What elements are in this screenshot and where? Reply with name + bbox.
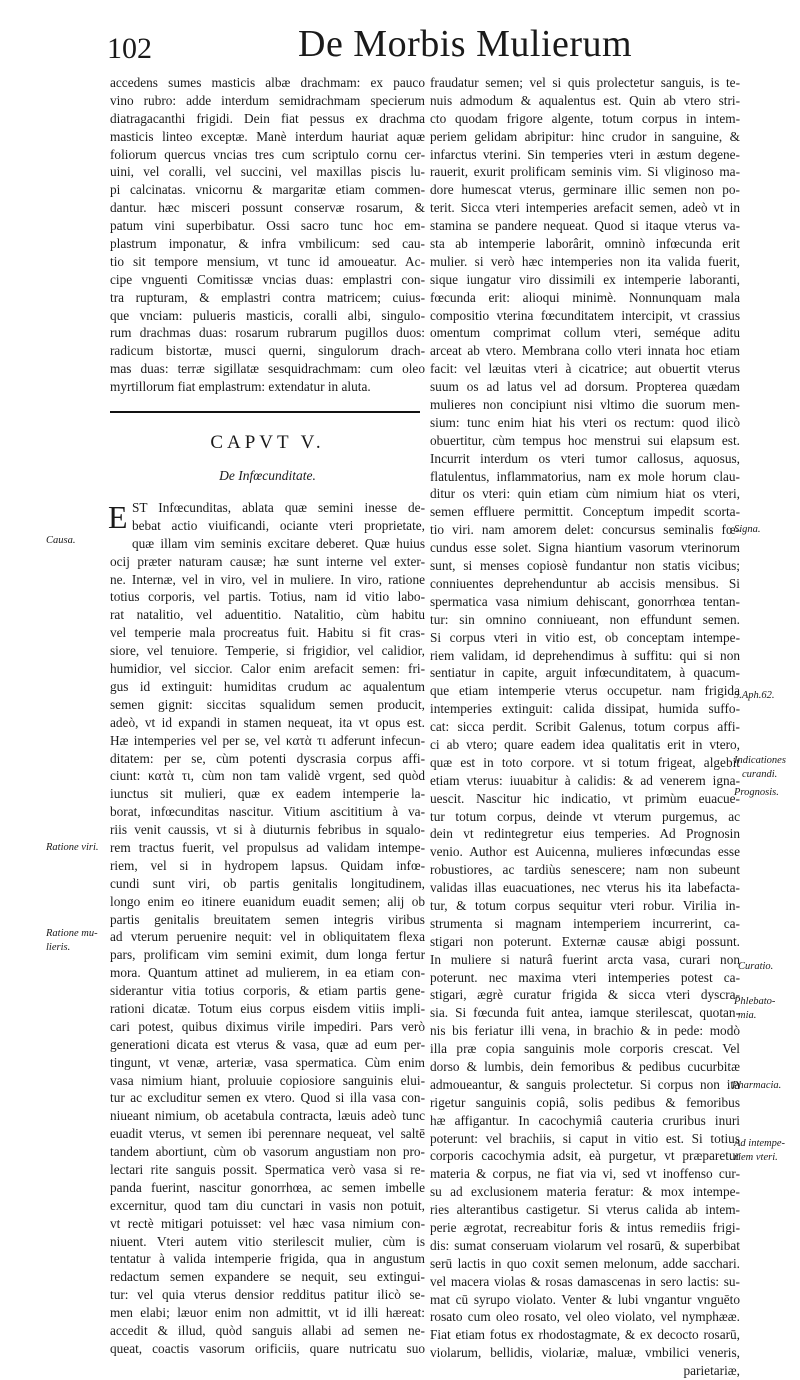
text-line: violarum, bellidis, violariæ, maluæ, vmbilici veneris, — [430, 1345, 740, 1361]
text-line: mulieres non concipiunt nisi vltimo die suorum men- — [430, 397, 740, 413]
text-line: uini, vel coralli, vel succini, vel maxillas piscis lu- — [110, 164, 425, 180]
text-line: spermatica vasa nimium dehiscant, gonorrhœa tentan- — [430, 593, 740, 609]
text-line: ne. Internæ, vel in viro, vel in muliere. In viro, ratione — [110, 571, 425, 587]
text-line: tandem abortiunt, cùm ob vasorum angustiam non pro- — [110, 1144, 425, 1160]
text-line: cari potest, quibus diximus virile impediri. Pars verò — [110, 1018, 425, 1034]
text-line: cipe vnguenti Comitissæ vncias duas: emplastri con- — [110, 271, 425, 287]
text-line: queat, coactis vasorum orificiis, quare nutricatu suo — [110, 1340, 425, 1356]
text-line: niueant nimium, ob acetabula contracta, læuis adeò tunc — [110, 1108, 425, 1124]
text-line: adeò, vt id expandi in stamen nequeat, ita vt opus est. — [110, 714, 425, 730]
text-line: vel macera violas & rosas damascenas in sero lactis: su- — [430, 1273, 740, 1289]
text-line: quæ illam vim seminis excitare deberet. Quæ huius — [132, 535, 425, 551]
text-line: facit: vel læuitas vteri à cicatrice; aut obuertit vterus — [430, 361, 740, 377]
text-line: men elabi; læuor enim non admittit, vt id illi hæreat: — [110, 1305, 425, 1321]
text-line: radicum bistortæ, musci querni, singulorum drach- — [110, 343, 425, 359]
margin-note-prognosis: Prognosis. — [734, 787, 779, 798]
text-line: quæ est in toto corpore. vt si totum frigeat, algebit — [430, 754, 740, 770]
margin-note-phlebotomia: Phlebato- — [734, 996, 776, 1007]
text-line: sium: tunc enim hiat his vteri os rectum: quod ilicò — [430, 414, 740, 430]
text-line: mas duas: terræ sigillatæ sesquidrachmam: cum oleo — [110, 361, 425, 377]
text-line: periem gelidam abripitur: hinc crudor in sanguine, & — [430, 128, 740, 144]
text-line: terit. Sicca vteri intemperies arefacit semen, adeò vt in — [430, 200, 740, 216]
text-line: admoueantur, & sanguis prolectetur. Si corpus non ita — [430, 1076, 740, 1092]
text-line: serū lactis in quo coxit semen melonum, adde sacchari. — [430, 1255, 740, 1271]
text-line: poterunt: vel brachiis, si caput in vitio est. Si totius — [430, 1130, 740, 1146]
text-line: conniuentes deprehenduntur ab accisis mensibus. Si — [430, 575, 740, 591]
text-line: rigetur sanguinis copiâ, solis pedibus & femoribus — [430, 1094, 740, 1110]
text-line: semen effluere permittit. Conceptum impedit scorta- — [430, 504, 740, 520]
text-line: dorso & lumbis, dein femoribus & pedibus cucurbitæ — [430, 1058, 740, 1074]
text-line: cundus esse solet. Signa hiantium vasorum vterinorum — [430, 540, 740, 556]
text-line: Hæ intemperies vel per se, vel κατὰ τι adferunt infecun- — [110, 732, 425, 748]
text-line: ries alterantibus castigetur. Si vterus calida ab intem- — [430, 1202, 740, 1218]
margin-note-aphor: 5.Aph.62. — [734, 690, 775, 701]
text-line: dis: sumat conseruam violarum vel rosarū, & superbibat — [430, 1237, 740, 1253]
text-line: tio sit tempore mensium, vt tunc id amoueatur. Ac- — [110, 253, 425, 269]
text-line: tra rupturam, & emplastri contra matricem; cuius- — [110, 289, 425, 305]
text-line: uescit. Nascitur hic indicatio, vt primùm euacue- — [430, 790, 740, 806]
text-line: poterunt. nec maxima vteri intemperies potest ca- — [430, 969, 740, 985]
text-line: partis genitalis breuitatem semen integris viribus — [110, 911, 425, 927]
text-line: rationi dicatæ. Totum eius corpus eisdem vitiis impli- — [110, 1000, 425, 1016]
text-line: generationi dicata est vterus & vasa, quæ ad eum per- — [110, 1036, 425, 1052]
text-line: Fiat etiam fotus ex rhodostagmate, & ex decocto rosarū, — [430, 1327, 740, 1343]
drop-cap: E — [108, 499, 128, 536]
text-line: riis venit caussis, vt si à diuturnis febribus in squalo- — [110, 822, 425, 838]
text-line: diatragacanthi frigidi. Dein fiat pessus ex drachma — [110, 110, 425, 126]
text-line: vino rubro: adde interdum semidrachmam specierum — [110, 92, 425, 108]
margin-note-signa: Signa. — [734, 524, 761, 535]
text-line: riem validam, id deprehendimus à suffitu: qui si non — [430, 647, 740, 663]
text-line: cundi sunt viri, ob partis genitalis longitudinem, — [110, 875, 425, 891]
text-line: rauerit, exurit prolificam seminis vim. Si vliginoso ma- — [430, 164, 740, 180]
text-line: excernitur, quod tam diu cunctari in vasis non potuit, — [110, 1197, 425, 1213]
text-line: suum os ad latus vel ad dorsum. Propterea quædam — [430, 379, 740, 395]
text-line: pi calcinatas. vnicornu & margaritæ etiam commen- — [110, 182, 425, 198]
text-line: flatulentus, inflammatorius, nam ex mole horum clau- — [430, 468, 740, 484]
text-line: rat natalitio, vel aduentitio. Natalitio, cùm habitu — [110, 607, 425, 623]
text-line: stamina se pandere nequeat. Quod si itaque vterus va- — [430, 218, 740, 234]
margin-note-causa: Causa. — [46, 535, 76, 546]
recipe-paragraph — [110, 74, 425, 396]
text-line: obuertitur, cùm tempus hoc menstrui sui elapsum est. — [430, 432, 740, 448]
text-line: ciunt: κατὰ τι, cùm non tam validè vrgent, sed quòd — [110, 768, 425, 784]
text-line: ad vterum peruenire nequit: vel in obliquitatem flexa — [110, 929, 425, 945]
text-line: vel temperie mala procreatus fuit. Habitu si fit cras- — [110, 625, 425, 641]
text-line: perie ægrotat, recreabitur foris & intus remediis frigi- — [430, 1220, 740, 1235]
text-line: dantur. hæc misceri possunt conservæ rosarum, & — [110, 200, 425, 216]
text-line: cto quodam frigore algente, totum corpus in intem- — [430, 110, 740, 126]
text-line: rum drachmas duas: rosarum rubrarum pugillos duos: — [110, 325, 425, 341]
text-line: gus id extinguit: humiditas crudum ac aqualentum — [110, 678, 425, 694]
text-line: parietariæ, — [683, 1363, 740, 1379]
text-line: mora. Quantum attinet ad mulierem, in ea etiam con- — [110, 965, 425, 981]
text-line: patum vini superbibatur. Ossi sacro tunc hoc em- — [110, 218, 425, 234]
section-divider — [110, 402, 420, 413]
text-line: validas illas euacuationes, nec vterus his ita labefacta- — [430, 880, 740, 896]
text-line: robustiores, ac tardiùs senescere; nam non subeunt — [430, 862, 740, 878]
text-line: Incurrit interdum os vteri tumor callosus, aquosus, — [430, 450, 740, 466]
text-line: ditatem: per se, cùm potenti dyscrasia corpus affi- — [110, 750, 425, 766]
text-line: foliorum quercus vncias tres cum scriptulo cornu cer- — [110, 146, 425, 162]
margin-note-pharmacia: Pharmacia. — [732, 1080, 782, 1091]
text-line: bebat actio viuificandi, ociante vteri proprietate, — [132, 517, 425, 533]
margin-note-ad-intemperiem-2: riem vteri. — [734, 1152, 778, 1163]
text-line: fraudatur semen; vel si quis prolectetur sanguis, is te- — [430, 75, 740, 90]
text-line: longo enim eo itinere euanidum euadit semen; alij ob — [110, 893, 425, 909]
text-line: venio. Author est Auicenna, mulieres infœcundas esse — [430, 844, 740, 860]
text-line: rosato cum oleo rosato, vel oleo violato, vel nymphææ. — [430, 1309, 740, 1325]
text-line: tur: vel quia vterus densior redditus patitur ilicò se- — [110, 1287, 425, 1303]
text-line: tur: sin omnino conniueant, non effundunt semen. — [430, 611, 740, 627]
text-line: tio viri. nam amorem delet: concursus seminalis fœ- — [430, 522, 740, 538]
text-line: borat, infœcunditas nascitur. Vitium ascititium à va- — [110, 804, 425, 820]
text-line: intemperies extinguit: calida dissipat, humida suffo- — [430, 701, 740, 717]
text-line: In muliere si naturâ fuerint arcta vasa, curari non — [430, 951, 740, 967]
text-line: ci ab vtero; quare eadem idea qualitatis erit in vtero, — [430, 736, 740, 752]
page-header — [0, 22, 800, 70]
text-line: iunctus sit mulieri, quæ ex eadem intemperie la- — [110, 786, 425, 802]
text-line: nis bis feriatur illi vena, in brachio & in pede: modò — [430, 1023, 740, 1039]
text-line: materia & corpus, ne fiat via vi, sed vt inoffenso cur- — [430, 1166, 740, 1182]
margin-note-ratione-mulieris-2: lieris. — [46, 942, 71, 953]
text-line: accedens sumes masticis albæ drachmam: ex pauco — [110, 75, 425, 90]
text-line: siore, vel tenuiore. Temperie, si frigidior, vel calidior, — [110, 643, 425, 659]
text-line: humidior, vel siccior. Calor enim arefacit semen: fri- — [110, 661, 425, 677]
text-line: dore humescat vterus, germinare illic semen non po- — [430, 182, 740, 198]
text-line: vasa nimium hiant, proluuie copiosiore sanguinis elui- — [110, 1072, 425, 1088]
text-line: hæ affigantur. In cacochymiâ cauteria cruribus inuri — [430, 1112, 740, 1128]
text-line: infarctus vterini. Sin temperies vteri in æstum degene- — [430, 146, 740, 162]
text-line: lectari rite sanguis possit. Spermatica verò vasa si re- — [110, 1161, 425, 1177]
text-line: que vnciam: pulueris masticis, coralli albi, singulo- — [110, 307, 425, 323]
text-line: pars, prolificam vim semini eximit, dum longa fertur — [110, 947, 425, 963]
text-line: accedit & illud, quòd sanguis allabi ad semen ne- — [110, 1323, 425, 1338]
chapter-opening — [110, 499, 425, 553]
text-line: fœcunda erit: alioqui minimè. Nonnunquam mala — [430, 289, 740, 305]
text-line: mat cū syrupo violato. Venter & lubi vngantur vnguēto — [430, 1291, 740, 1307]
margin-note-ad-intemperiem: Ad intempe- — [734, 1138, 786, 1149]
margin-note-indicationes-2: curandi. — [742, 769, 778, 780]
text-line: rem tractus fuerit, vel propulsus ad validam intempe- — [110, 839, 425, 855]
text-line: stigari non poterunt. Externæ causæ abigi possunt. — [430, 933, 740, 949]
text-line: cat: sicca perdit. Scribit Galenus, totum corpus affi- — [430, 719, 740, 735]
text-line: tingunt, vt venæ, arteriæ, vasa spermatica. Cùm enim — [110, 1054, 425, 1070]
text-line: mulier. si verò hæc intemperies non ita valida fuerit, — [430, 253, 740, 269]
text-line: riem, vel si in hydropem lapsus. Quidam infœ- — [110, 857, 425, 873]
text-line: compositio vterina fœcunditatem intercipit, vt crassius — [430, 307, 740, 323]
text-line: corporis cacochymia adsit, eà purgetur, vt præparetur — [430, 1148, 740, 1164]
right-column — [430, 74, 740, 1380]
text-line: sentiatur in capite, arguit infœcunditatem, à quacum- — [430, 665, 740, 681]
text-line: que etiam intemperie vterus occupetur. nam frigida — [430, 683, 740, 699]
text-line: tur ac excluditur semen ex vtero. Quod si illa vasa con- — [110, 1090, 425, 1106]
running-title: De Morbis Mulierum — [298, 23, 633, 65]
text-line: semen gignit: siccitas squalidum semen producit, — [110, 696, 425, 712]
text-line: nuis admodum & aqualentus est. Quin ab vtero stri- — [430, 92, 740, 108]
chapter-subtitle: De Infœcunditate. — [219, 468, 316, 484]
page-number: 102 — [107, 32, 152, 65]
text-line: panda fuerint, nascitur gonorrhœa, ac semen imbelle — [110, 1179, 425, 1195]
left-column — [110, 74, 425, 1358]
text-line: masticis linteo exceptæ. Manè interdum hauriat aquæ — [110, 128, 425, 144]
chapter-body — [110, 553, 425, 1358]
margin-note-indicationes: Indicationes — [734, 755, 786, 766]
text-line: niuent. Vteri autem vitio sterilescit mulier, cùm is — [110, 1233, 425, 1249]
text-line: dein vt redintegretur eius temperies. Ad Prognosin — [430, 826, 740, 842]
text-line: arceat ab vtero. Membrana collo vteri innata hoc etiam — [430, 343, 740, 359]
text-line: sique iungatur viro dissimili ex intemperie laboranti, — [430, 271, 740, 287]
text-line: ST Infœcunditas, ablata quæ semini inesse de- — [132, 500, 425, 516]
text-line: ditur os vteri: quin etiam cùm nimium hiat os vteri, — [430, 486, 740, 502]
text-line: etiam vterus: iuuabitur à calidis: & ad venerem igna- — [430, 772, 740, 788]
chapter-title: CAPVT V. — [210, 432, 325, 454]
text-line: plastrum imponatur, & infra vmbilicum: sed cau- — [110, 236, 425, 252]
text-line: vt rectè mitigari potuisset: vel hæc vasa nimium con- — [110, 1215, 425, 1231]
text-line: tentatur à valida intemperie frigida, qua in angustum — [110, 1251, 425, 1267]
text-line: strumenta si magnam intemperiem incurrerint, ca- — [430, 915, 740, 931]
margin-note-phlebotomia-2: mia. — [738, 1010, 757, 1021]
text-line: ocij præter naturam causæ; hæ sunt interne vel exter- — [110, 553, 425, 569]
text-line: tur totum corpus, deinde vt vterum purgemus, ac — [430, 808, 740, 824]
text-line: illa præ copia sanguinis mole corporis crescat. Vel — [430, 1041, 740, 1057]
text-line: su ad exclusionem materia feratur: & mox intempe- — [430, 1184, 740, 1200]
text-line: myrtillorum fiat emplastrum: extendatur in aluta. — [110, 379, 371, 395]
text-line: tur, & totum corpus sequitur vteri robur. Virilia in- — [430, 897, 740, 913]
text-line: sta ab intemperie laborârit, omninò infœcunda erit — [430, 236, 740, 252]
margin-note-ratione-viri: Ratione viri. — [46, 842, 99, 853]
text-line: sunt, si menses copiosè fundantur non statis vicibus; — [430, 558, 740, 574]
text-line: siderantur vitia totius corporis, & etiam partis gene- — [110, 983, 425, 999]
margin-note-ratione-mulieris: Ratione mu- — [46, 928, 98, 939]
text-line: euadit vterus, vt semen ibi perennare nequeat, vel saltē — [110, 1126, 425, 1142]
text-line: Si corpus vteri in vitio est, ob conceptam intempe- — [430, 629, 740, 645]
text-line: stigari, ægrè curatur frigida & sicca vteri dyscra- — [430, 987, 740, 1003]
text-line: redactum semen expandere se nequit, seu extingui- — [110, 1269, 425, 1285]
text-line: totius corporis, vel partis. Totius, nam id vitio labo- — [110, 589, 425, 605]
text-line: sia. Si fœcunda fuit antea, iamque sterilescat, quotan- — [430, 1005, 740, 1021]
margin-note-curatio: Curatio. — [738, 961, 774, 972]
text-line: omentum comprimat collum vteri, seméque aditu — [430, 325, 740, 341]
